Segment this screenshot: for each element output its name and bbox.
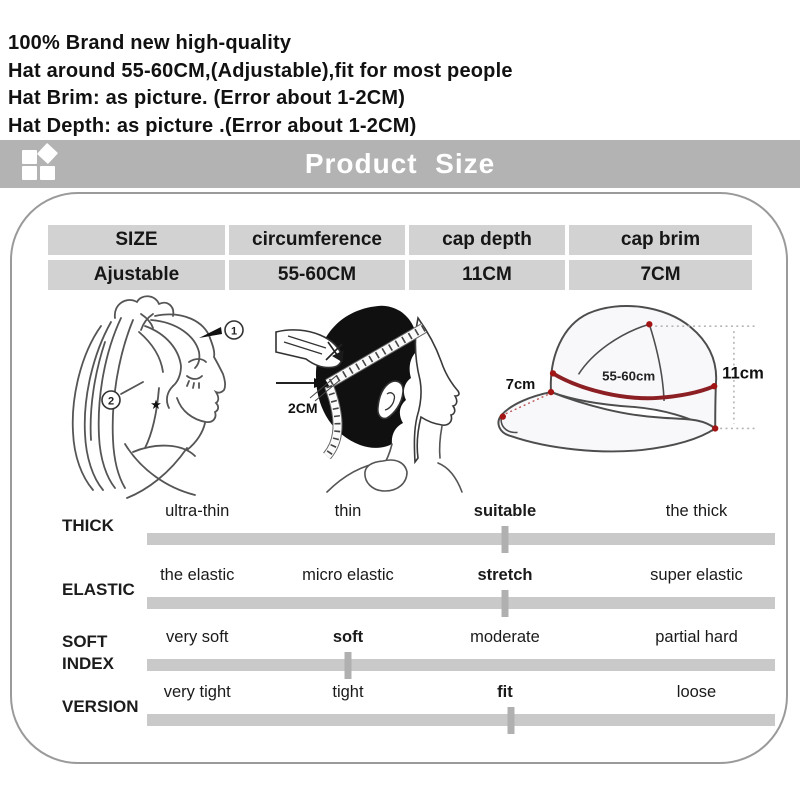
slider-name: VERSION — [62, 697, 139, 716]
slider-option: the thick — [665, 502, 728, 520]
table-value-size: Ajustable — [48, 260, 225, 290]
slider-option: very soft — [166, 628, 229, 646]
slider-thumb — [501, 526, 508, 553]
slider-option: ultra-thin — [165, 502, 230, 520]
table-header-size: SIZE — [48, 225, 225, 255]
slider-option: stretch — [477, 566, 533, 584]
table-value-cap-depth: 11CM — [409, 260, 565, 290]
table-header-cap-brim: cap brim — [569, 225, 752, 255]
table-value-cap-brim: 7CM — [569, 260, 752, 290]
slider-row-thick — [12, 500, 786, 558]
slider-option: thin — [334, 502, 362, 520]
slider-row-soft-index — [12, 626, 786, 684]
slider-option: soft — [332, 628, 364, 646]
face-profile — [414, 318, 459, 462]
slider-option: the elastic — [160, 566, 235, 584]
table-header-cap-depth: cap depth — [409, 225, 565, 255]
collar — [365, 460, 407, 491]
slider-option: micro elastic — [302, 566, 394, 584]
size-panel — [10, 192, 788, 764]
table-header-circumference: circumference — [229, 225, 405, 255]
product-notes — [8, 30, 513, 140]
slider-option: very tight — [163, 683, 231, 701]
arrow-icon — [199, 327, 222, 338]
marker-2-label: 2 — [107, 395, 115, 408]
section-banner — [0, 140, 800, 188]
slider-thumb — [508, 707, 515, 734]
note-line: Hat Depth: as picture .(Error about 1-2CM) — [8, 114, 417, 137]
slider-name: THICK — [62, 516, 114, 535]
slider-option: moderate — [470, 628, 540, 646]
note-line: Hat around 55-60CM,(Adjustable),fit for most people — [8, 59, 513, 82]
note-line: 100% Brand new high-quality — [8, 32, 292, 54]
note-line: Hat Brim: as picture. (Error about 1-2CM) — [8, 87, 406, 109]
slider-name: ELASTIC — [62, 580, 135, 599]
head-measuring-figure — [272, 292, 502, 502]
cap-dimensions-figure — [492, 296, 787, 496]
marker-1-label: 1 — [230, 325, 238, 338]
slider-track — [147, 533, 775, 545]
slider-name: SOFT INDEX — [62, 632, 114, 673]
size-table — [48, 225, 752, 290]
slider-option: tight — [332, 683, 364, 701]
section-title: Product Size — [304, 148, 496, 179]
slider-track — [147, 714, 775, 726]
slider-option: loose — [676, 683, 717, 701]
slider-row-version — [12, 681, 786, 739]
slider-option: partial hard — [655, 628, 738, 646]
slider-row-elastic — [12, 564, 786, 622]
slider-thumb — [344, 652, 351, 679]
table-value-circumference: 55-60CM — [229, 260, 405, 290]
ponytail-head-figure — [37, 292, 287, 502]
circumference-dimension-label: 55-60cm — [602, 368, 656, 384]
slider-option: suitable — [473, 502, 537, 520]
slider-option: fit — [497, 683, 513, 701]
slider-track — [147, 597, 775, 609]
slider-thumb — [501, 590, 508, 617]
depth-dimension-label: 11cm — [722, 363, 764, 383]
gap-label: 2CM — [288, 400, 318, 416]
slider-option: super elastic — [650, 566, 743, 584]
brim-dimension-label: 7cm — [505, 377, 536, 394]
slider-track — [147, 659, 775, 671]
star-icon: ★ — [150, 397, 162, 412]
